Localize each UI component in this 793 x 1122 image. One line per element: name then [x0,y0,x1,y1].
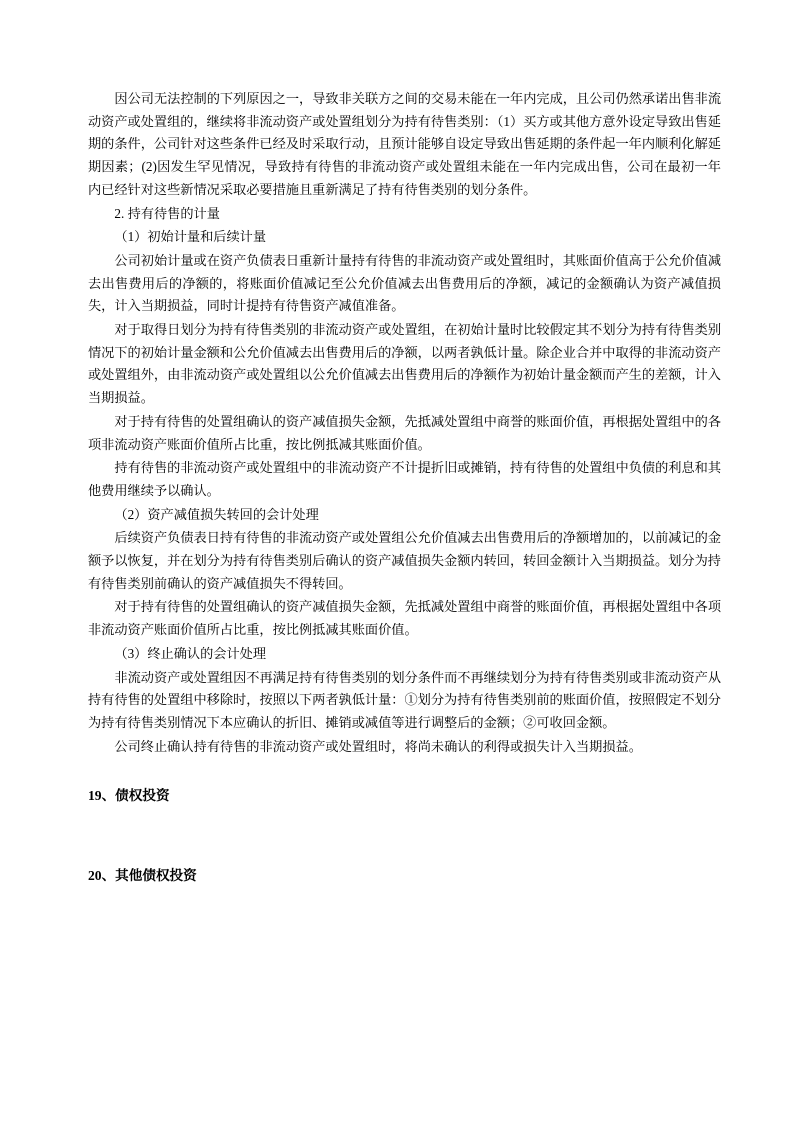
document-body [88,88,721,887]
paragraph: 因公司无法控制的下列原因之一，导致非关联方之间的交易未能在一年内完成，且公司仍然承诺出售非流动资产或处置组的，继续将非流动资产或处置组划分为持有待售类别：（1）买方或其他方意外设定导致出售延期的条件，公司针对这些条件已经及时采取行动，且预计能够自设定导致出售延期的条件起一年内顺利化解延期因素；(2)因发生罕见情况，导致持有待售的非流动资产或处置组未能在一年内完成出售，公司在最初一年内已经针对这些新情况采取必要措施且重新满足了持有待售类别的划分条件。 [88,91,722,197]
paragraph: 后续资产负债表日持有待售的非流动资产或处置组公允价值减去出售费用后的净额增加的，以前减记的金额予以恢复，并在划分为持有待售类别后确认的资产减值损失金额内转回，转回金额计入当期损益。划分为持有待售类别前确认的资产减值损失不得转回。 [88,530,722,591]
paragraph-item-heading: （1）初始计量和后续计量 [114,229,267,245]
paragraph-item-heading: （3）终止确认的会计处理 [114,645,267,661]
paragraph: 对于持有待售的处置组确认的资产减值损失金额，先抵减处置组中商誉的账面价值，再根据处置组中各项非流动资产账面价值所占比重，按比例抵减其账面价值。 [88,599,722,638]
paragraph: 对于持有待售的处置组确认的资产减值损失金额，先抵减处置组中商誉的账面价值，再根据处置组中的各项非流动资产账面价值所占比重，按比例抵减其账面价值。 [88,413,722,452]
paragraph-item-heading: （2）资产减值损失转回的会计处理 [114,506,319,522]
paragraph: 公司终止确认持有待售的非流动资产或处置组时，将尚未确认的利得或损失计入当期损益。 [114,738,642,754]
paragraph: 持有待售的非流动资产或处置组中的非流动资产不计提折旧或摊销，持有待售的处置组中负债的利息和其他费用继续予以确认。 [88,460,722,498]
paragraph-subsection-heading: 2. 持有待售的计量 [114,205,220,221]
paragraph: 对于取得日划分为持有待售类别的非流动资产或处置组，在初始计量时比较假定其不划分为持有待售类别情况下的初始计量金额和公允价值减去出售费用后的净额，以两者孰低计量。除企业合并中取得的非流动资产或处置组外，由非流动资产或处置组以公允价值减去出售费用后的净额作为初始计量金额而产生的差额，计入当期损益。 [88,322,722,406]
section-heading-other-debt-investment: 20、其他债权投资 [88,867,197,883]
section-heading-debt-investment: 19、债权投资 [88,788,170,804]
paragraph: 公司初始计量或在资产负债表日重新计量持有待售的非流动资产或处置组时，其账面价值高于公允价值减去出售费用后的净额的，将账面价值减记至公允价值减去出售费用后的净额，减记的金额确认为资产减值损失，计入当期损益，同时计提持有待售资产减值准备。 [88,252,722,314]
paragraph: 非流动资产或处置组因不再满足持有待售类别的划分条件而不再继续划分为持有待售类别或非流动资产从持有待售的处置组中移除时，按照以下两者孰低计量：①划分为持有待售类别前的账面价值，按照假定不划分为持有待售类别情况下本应确认的折旧、摊销或减值等进行调整后的金额；②可收回金额。 [88,669,722,730]
